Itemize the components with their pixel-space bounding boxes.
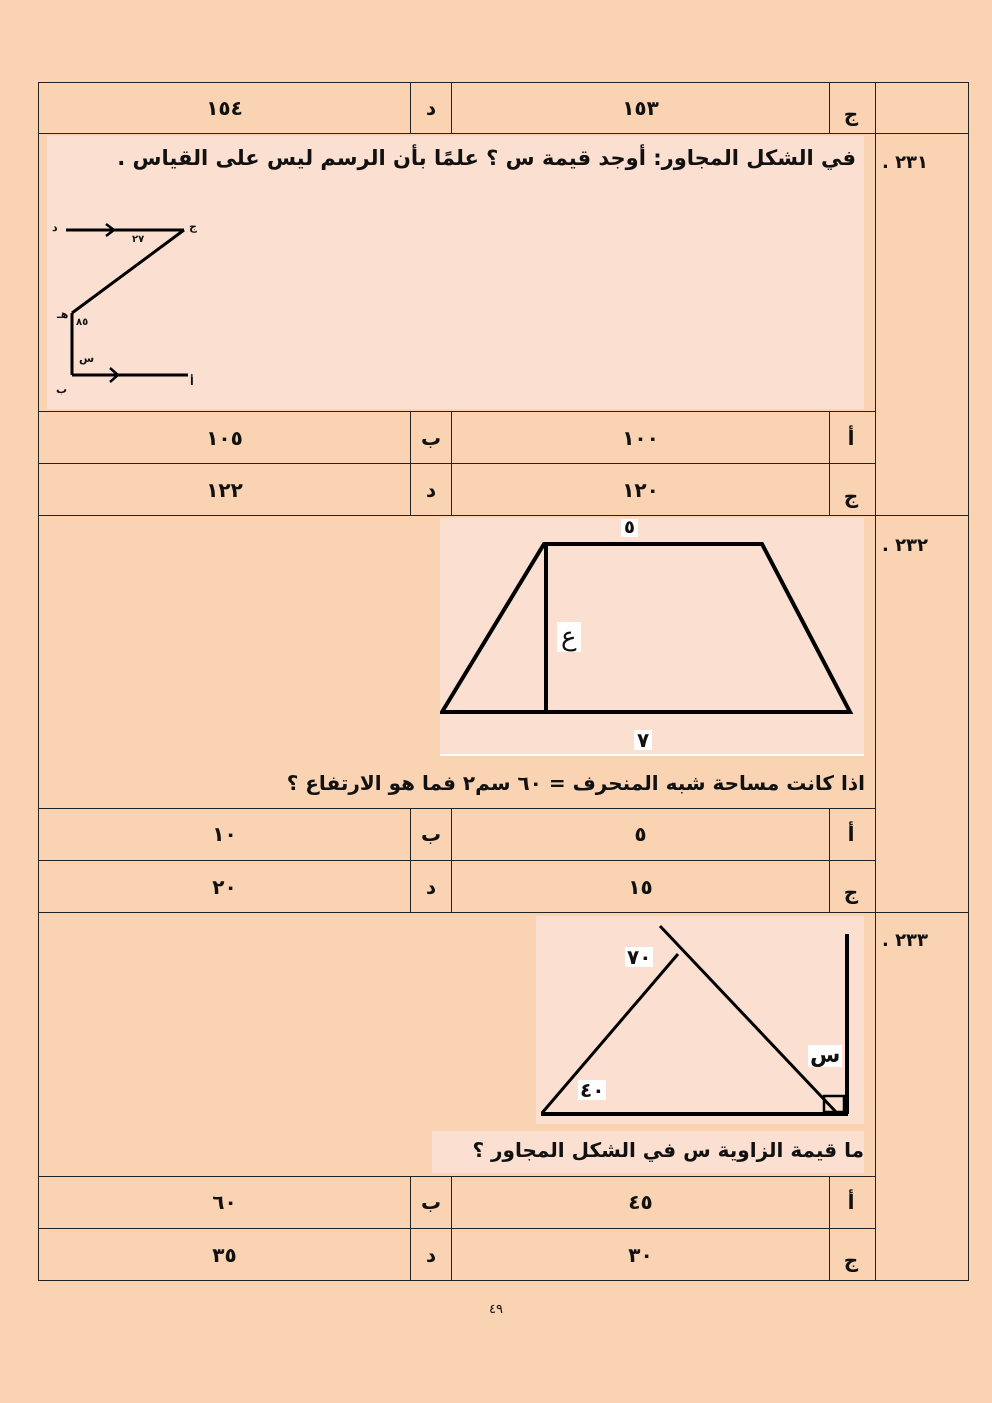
- question-text: اذا كانت مساحة شبه المنحرف = ٦٠ سم٢ فما هو الارتفاع ؟: [286, 771, 865, 795]
- choice-value: ١٥٣: [622, 96, 659, 120]
- choice-letter: ج: [843, 484, 859, 508]
- choice-value: ١٥: [628, 875, 653, 899]
- choice-value: ١٢٢: [206, 478, 243, 502]
- figure-label: د: [52, 221, 58, 234]
- question-number: ٢٣١ .: [881, 152, 929, 173]
- choice-letter: ب: [420, 822, 442, 846]
- figure-label: هـ: [57, 308, 69, 321]
- trapezoid-bottom-label: ٧: [634, 730, 652, 750]
- question-text: في الشكل المجاور: أوجد قيمة س ؟ علمًا بأن الرسم ليس على القياس .: [117, 146, 856, 170]
- choice-letter: ج: [843, 880, 859, 904]
- figure-label: ب: [56, 383, 68, 396]
- choice-letter: د: [425, 1243, 437, 1267]
- choice-letter: أ: [847, 426, 855, 450]
- choice-value: ٣٠: [628, 1243, 653, 1267]
- choice-value: ٥: [634, 822, 647, 846]
- choice-letter: د: [425, 96, 437, 120]
- choice-value: ١٠٠: [622, 426, 659, 450]
- trapezoid-height-label: ع: [557, 622, 581, 652]
- choice-letter: أ: [847, 822, 855, 846]
- choice-value: ١٠٥: [206, 426, 243, 450]
- choice-value: ١٥٤: [206, 96, 243, 120]
- angle-label: س: [79, 352, 95, 365]
- parallel-lines-figure: [48, 215, 208, 400]
- question-text: ما قيمة الزاوية س في الشكل المجاور ؟: [472, 1138, 864, 1162]
- question-number: ٢٣٢ .: [881, 535, 929, 556]
- choice-letter: ج: [843, 102, 859, 126]
- choice-letter: د: [425, 478, 437, 502]
- choice-letter: أ: [847, 1190, 855, 1214]
- angle-label: س: [810, 1043, 841, 1068]
- choice-value: ١٠: [212, 822, 237, 846]
- angle-label: ٤٠: [580, 1078, 605, 1102]
- trapezoid-top-label: ٥: [621, 519, 638, 537]
- page-number: ٤٩: [489, 1302, 503, 1317]
- angle-label: ٢٧: [132, 234, 145, 245]
- choice-value: ٦٠: [212, 1190, 237, 1214]
- choice-value: ١٢٠: [622, 478, 659, 502]
- choice-letter: ج: [843, 1248, 859, 1272]
- choice-letter: د: [425, 875, 437, 899]
- choice-value: ٤٥: [628, 1190, 653, 1214]
- angle-label: ٨٥: [76, 317, 89, 328]
- trapezoid-figure: [440, 518, 864, 754]
- figure-label: ج: [189, 220, 197, 233]
- choice-value: ٢٠: [212, 875, 237, 899]
- choice-value: ٣٥: [212, 1243, 237, 1267]
- choice-letter: ب: [420, 426, 442, 450]
- angle-label: ٧٠: [627, 945, 652, 969]
- question-number: ٢٣٣ .: [881, 930, 929, 951]
- choice-letter: ب: [420, 1190, 442, 1214]
- figure-label: أ: [190, 375, 194, 388]
